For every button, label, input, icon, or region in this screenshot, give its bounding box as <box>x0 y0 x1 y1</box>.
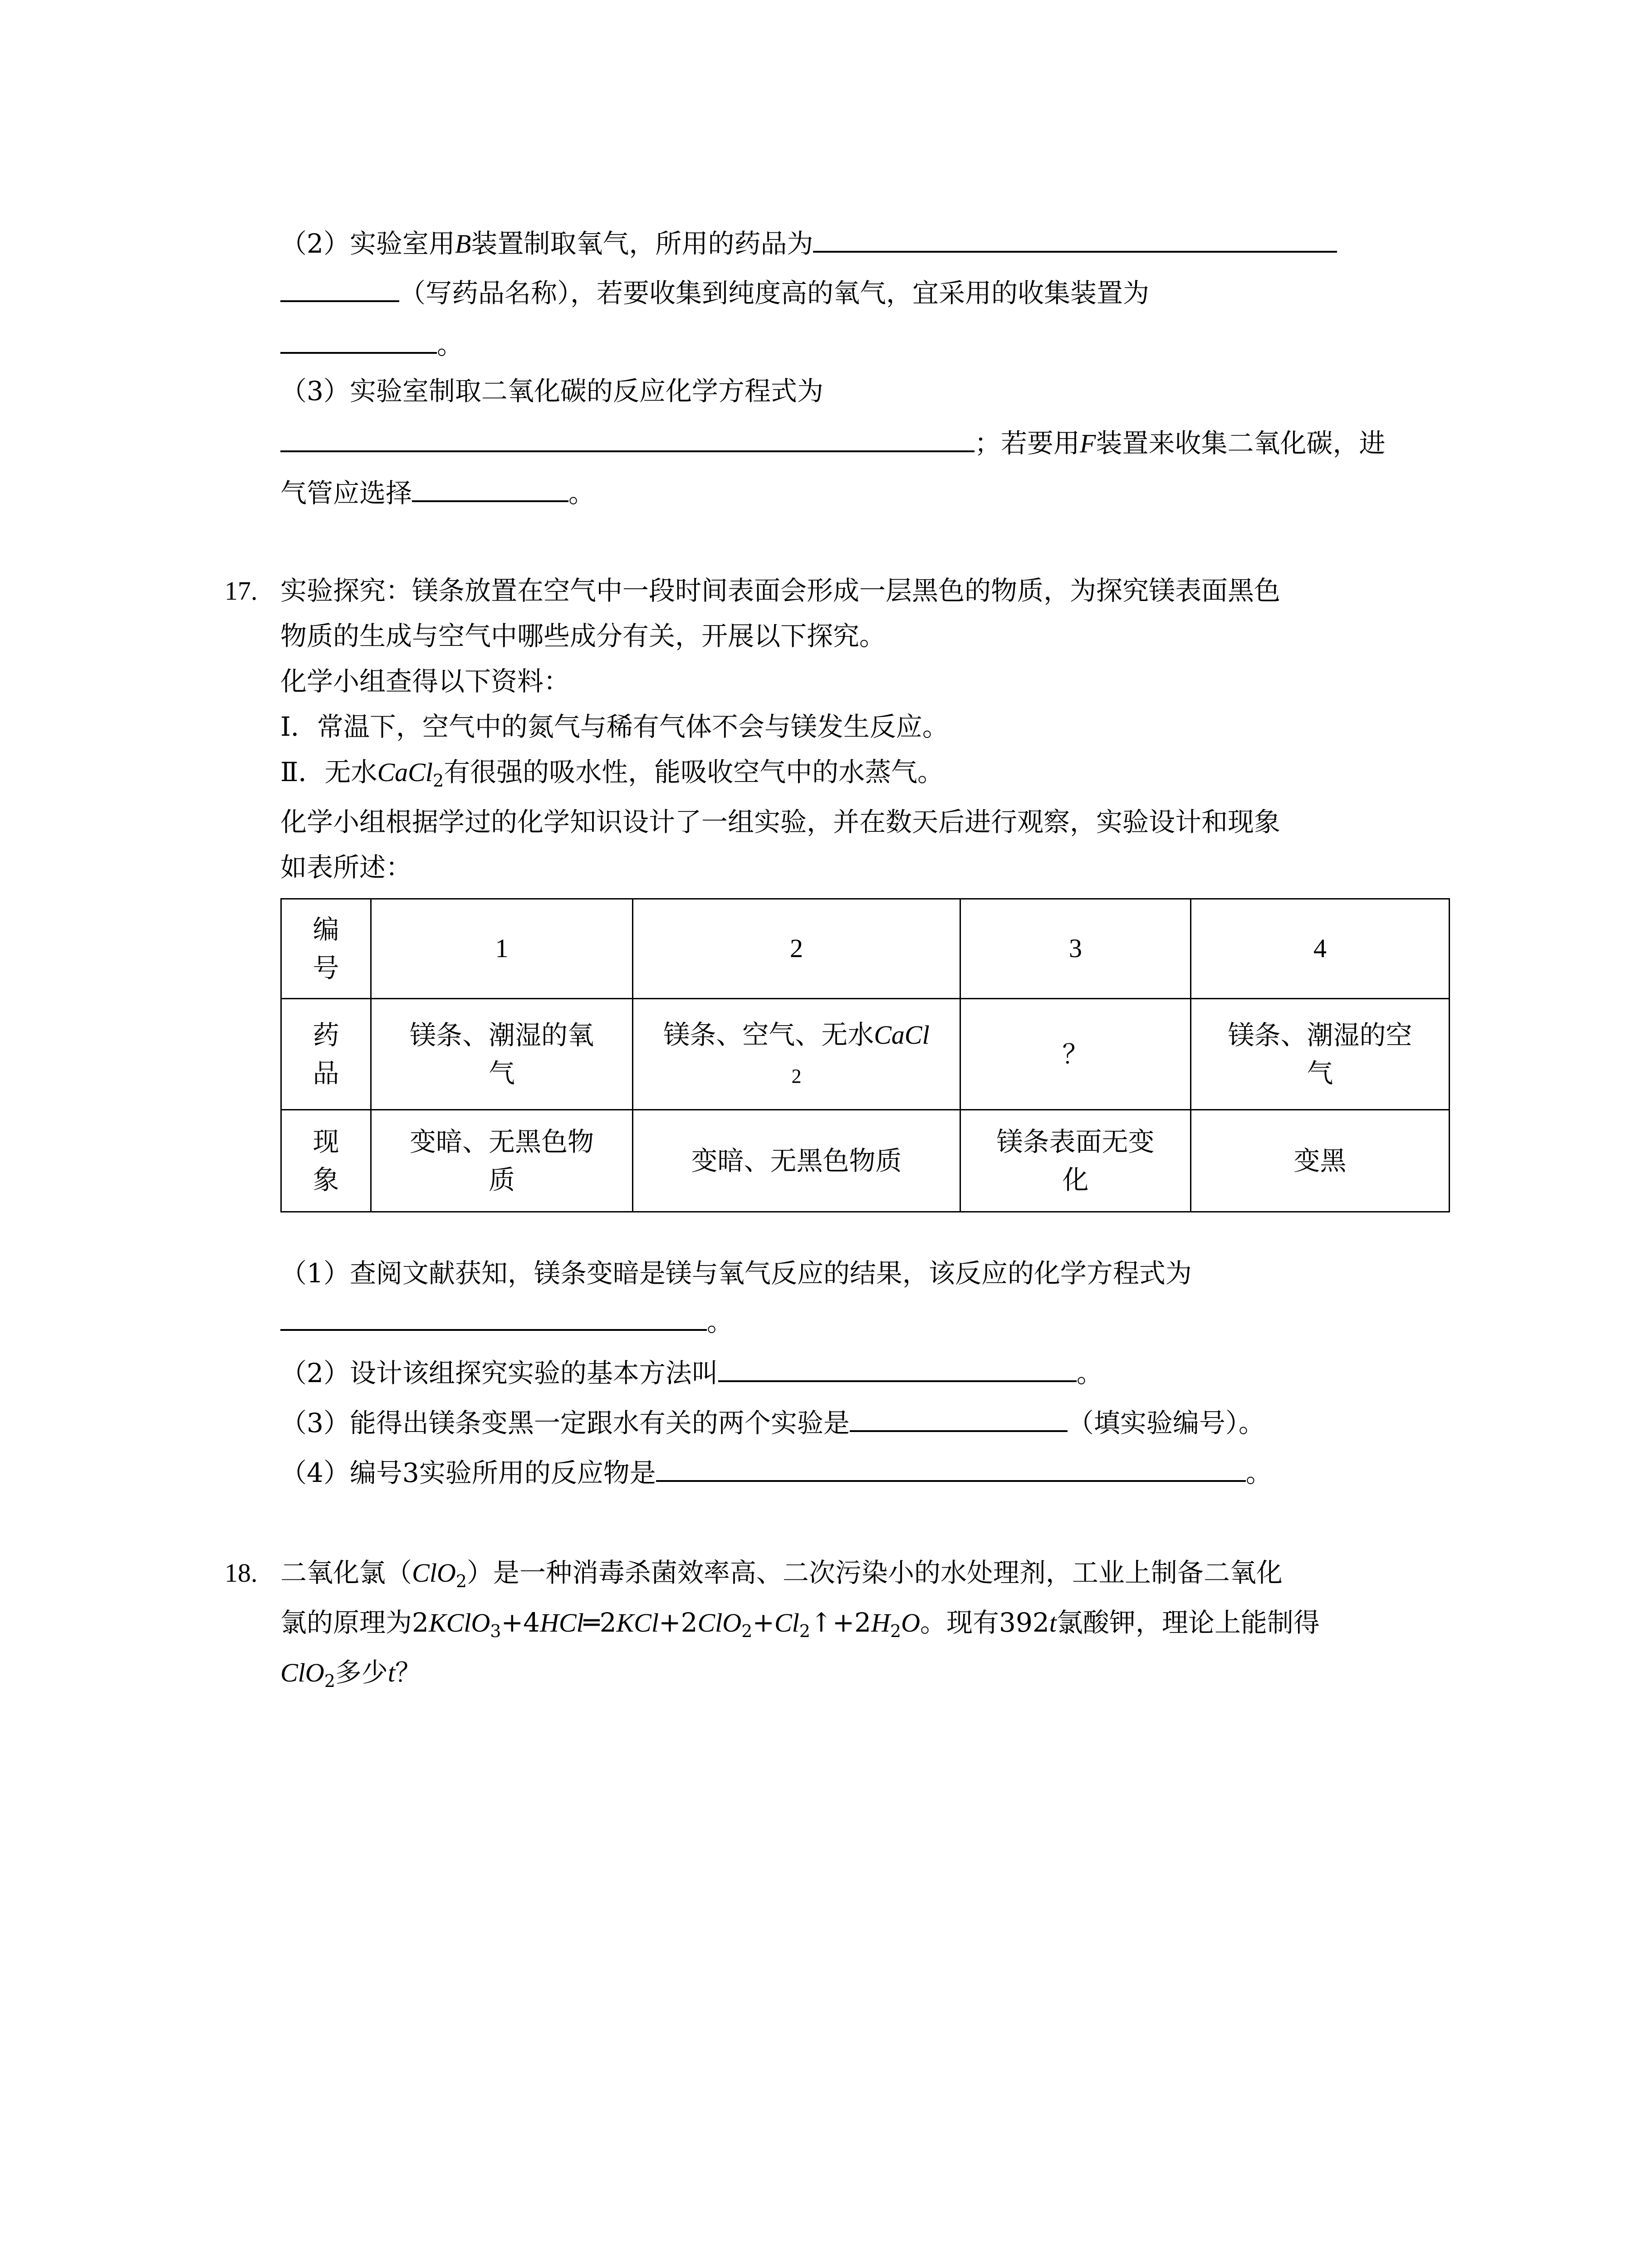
q16-part2-line2: （写药品名称），若要收集到纯度高的氧气，宜采用的收集装置为 <box>280 274 1149 310</box>
answer-blank-collection-device[interactable] <box>280 326 437 354</box>
answer-blank-mg-o2-equation[interactable] <box>280 1303 707 1331</box>
table-row <box>281 1110 1450 1212</box>
table-cell: 变暗、无黑色物质 <box>633 1110 960 1212</box>
q16-part3-line2: ；若要用F装置来收集二氧化碳，进 <box>280 424 1385 460</box>
table-row <box>281 899 1450 999</box>
q17-sub1-answer: 。 <box>280 1303 733 1339</box>
q17-design-line2: 如表所述： <box>280 852 412 883</box>
q17-sub3: （3）能得出镁条变黑一定跟水有关的两个实验是 （填实验编号）。 <box>280 1404 1265 1440</box>
table-cell: 变黑 <box>1191 1110 1450 1212</box>
answer-blank-method[interactable] <box>718 1354 1077 1382</box>
experiment-table <box>280 898 1450 1212</box>
q17-sub4: （4）编号3实验所用的反应物是 。 <box>280 1454 1272 1490</box>
table-cell: 3 <box>960 899 1191 999</box>
q17-info-item1: Ⅰ．常温下，空气中的氮气与稀有气体不会与镁发生反应。 <box>280 711 949 742</box>
table-cell: 2 <box>633 899 960 999</box>
answer-blank-experiment-numbers[interactable] <box>850 1404 1068 1432</box>
q17-sub1: （1）查阅文献获知，镁条变暗是镁与氧气反应的结果，该反应的化学方程式为 <box>280 1258 1192 1289</box>
q17-intro-line2: 物质的生成与空气中哪些成分有关，开展以下探究。 <box>280 621 886 651</box>
q18-line2-equation: 氯的原理为$2KClO_3+4HCl═2KCl+2ClO_2+Cl_2↑+2H_2O$。现有392t氯酸钾，理论上能制得 <box>280 1607 1320 1641</box>
q17-info-title: 化学小组查得以下资料： <box>280 666 570 697</box>
q16-part2-line1: （2）实验室用B装置制取氧气，所用的药品为 <box>280 225 1337 261</box>
table-header-phenomenon: 现 象 <box>281 1110 371 1212</box>
q16-part3-line3: 气管应选择 。 <box>280 474 595 510</box>
q17-design-line1: 化学小组根据学过的化学知识设计了一组实验，并在数天后进行观察，实验设计和现象 <box>280 807 1281 837</box>
table-cell: 变暗、无黑色物 质 <box>371 1110 633 1212</box>
q17-number: 17. <box>225 576 258 606</box>
q17-info-item2: Ⅱ．无水CaCl$_2$有很强的吸水性，能吸收空气中的水蒸气。 <box>280 757 944 791</box>
answer-blank-reactants[interactable] <box>656 1454 1246 1482</box>
q18-line3: ClO$_2$多少t？ <box>280 1657 422 1691</box>
q18-number: 18. <box>225 1558 258 1588</box>
answer-blank-co2-equation[interactable] <box>280 424 975 452</box>
table-cell: 镁条表面无变 化 <box>960 1110 1191 1212</box>
q17-sub2: （2）设计该组探究实验的基本方法叫 。 <box>280 1354 1103 1390</box>
table-cell: 1 <box>371 899 633 999</box>
q17-intro-line1: 实验探究：镁条放置在空气中一段时间表面会形成一层黑色的物质，为探究镁表面黑色 <box>280 575 1281 606</box>
table-cell: ？ <box>960 999 1191 1110</box>
table-header-reagent: 药 品 <box>281 999 371 1110</box>
answer-blank-inlet-tube[interactable] <box>412 474 568 502</box>
table-row <box>281 999 1450 1110</box>
table-cell: 镁条、空气、无水CaCl 2 <box>633 999 960 1110</box>
answer-blank-reagent[interactable] <box>813 225 1337 253</box>
answer-blank-reagent-cont[interactable] <box>280 274 399 302</box>
table-header-number: 编 号 <box>281 899 371 999</box>
q18-line1: 二氧化氯（ClO$_2$）是一种消毒杀菌效率高、二次污染小的水处理剂，工业上制备二氧化 <box>280 1557 1283 1591</box>
q16-part2-line3: 。 <box>280 326 463 362</box>
table-cell: 镁条、潮湿的氧 气 <box>371 999 633 1110</box>
table-cell: 4 <box>1191 899 1450 999</box>
q16-part3-line1: （3）实验室制取二氧化碳的反应化学方程式为 <box>280 376 823 406</box>
table-cell: 镁条、潮湿的空 气 <box>1191 999 1450 1110</box>
